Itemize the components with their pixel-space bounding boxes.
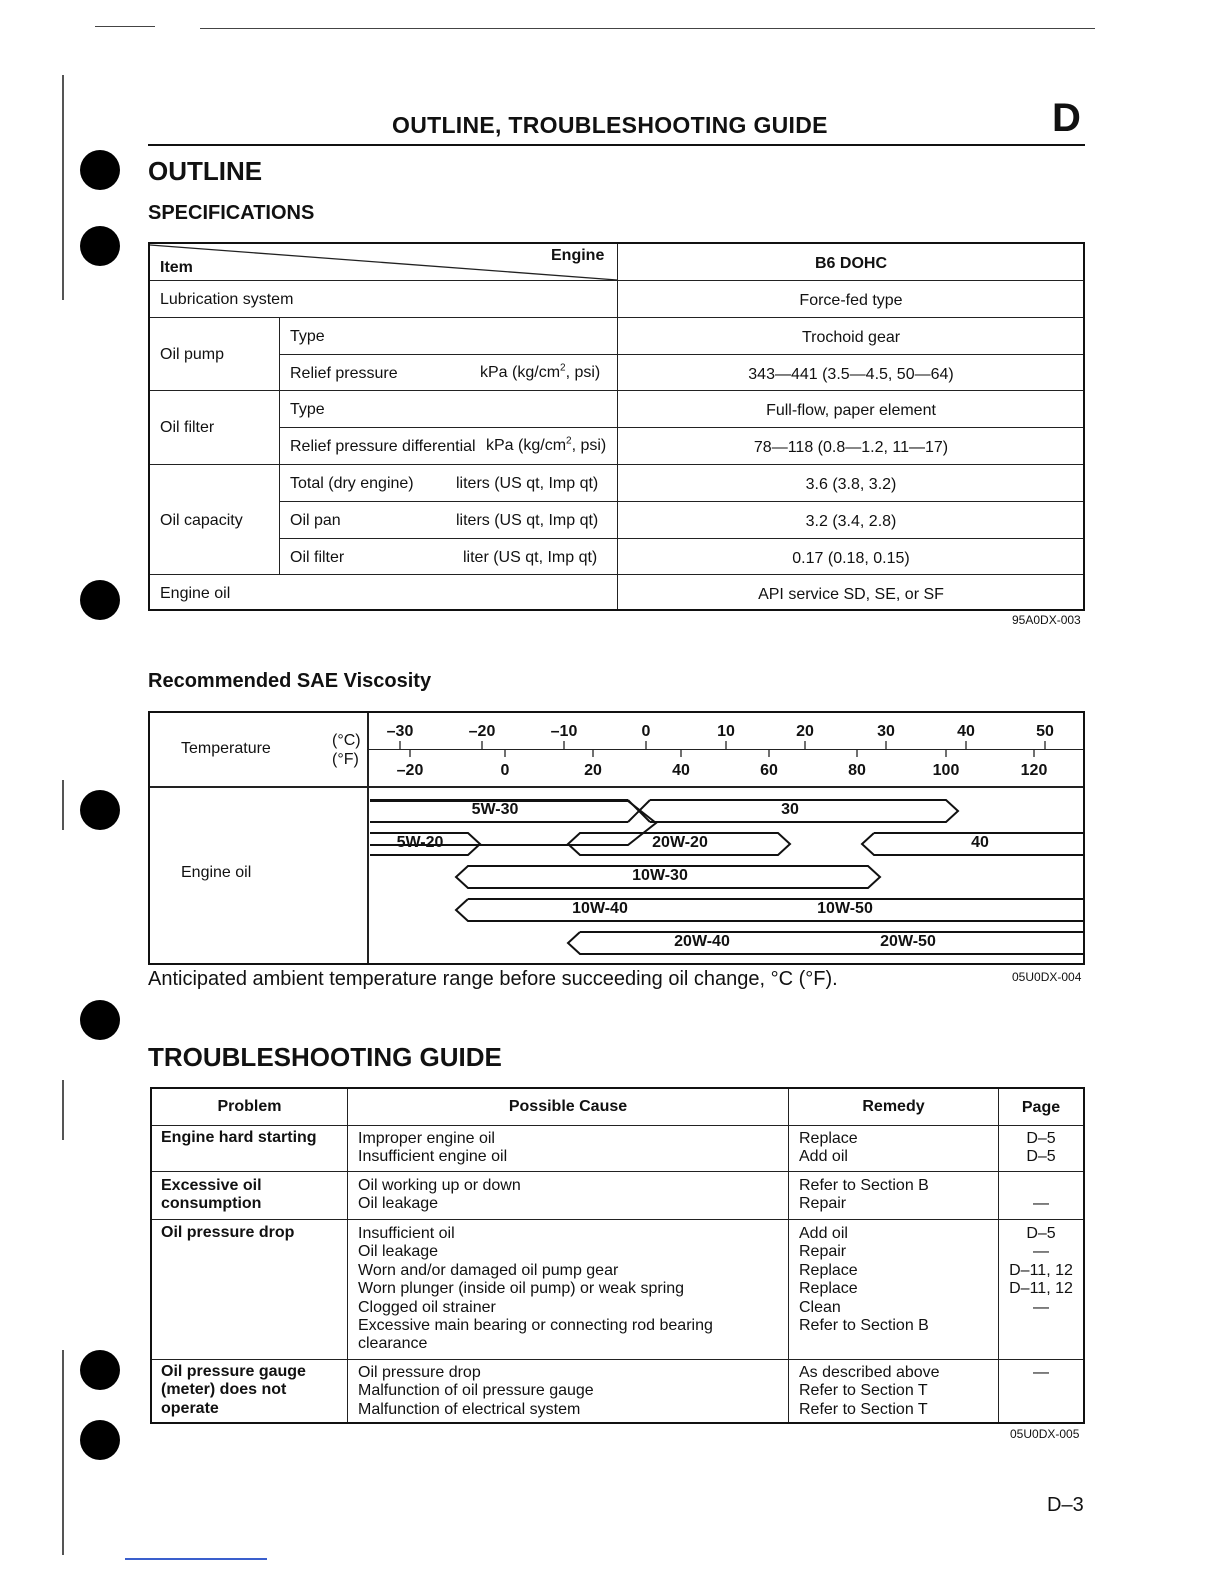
grade-10w50: 10W-50 [817,900,873,917]
engine-oil-label: Engine oil [160,585,231,602]
tick-c: 50 [1036,723,1054,740]
binding-line [62,1350,64,1555]
cause-cell: Improper engine oil Insufficient engine oil [358,1130,508,1166]
binder-hole [80,580,120,620]
total-label: Total (dry engine) [290,475,414,492]
engine-oil-chart-label: Engine oil [181,864,252,881]
grade-40: 40 [971,834,989,851]
tick-f: 0 [500,762,510,779]
pan-label: Oil pan [290,512,341,529]
remedy-cell: Refer to Section B Repair [799,1177,929,1213]
section-letter: D [1052,96,1081,140]
problem-cell: Oil pressure drop [161,1224,295,1241]
grade-20w20: 20W-20 [652,834,708,851]
remedy-cell: Replace Add oil [799,1130,858,1166]
top-rule-short [95,26,155,27]
oil-filter-type-label: Type [290,401,325,418]
binder-hole [80,1350,120,1390]
binding-line [62,780,64,830]
troubleshooting-code: 05U0DX-005 [1010,1427,1080,1441]
tick-c: –20 [468,723,496,740]
pan-unit: liters (US qt, Imp qt) [456,512,599,529]
tick-c: 30 [877,723,895,740]
tick-f: –20 [396,762,424,779]
problem-cell: Excessive oil consumption [161,1177,262,1213]
binding-line [62,1080,64,1140]
spec-table-code: 95A0DX-003 [1012,613,1081,627]
binder-hole [80,790,120,830]
oil-filter-type-value: Full-flow, paper element [766,402,936,419]
cause-cell: Oil working up or down Oil leakage [358,1177,521,1213]
page-cell: — [1033,1364,1049,1381]
header-item: Item [160,259,193,276]
tick-c: –10 [550,723,578,740]
col-problem: Problem [217,1098,282,1115]
remedy-cell: As described above Refer to Section T Refer to Section T [799,1364,940,1418]
page-cell: — [1033,1195,1049,1213]
problem-cell: Engine hard starting [161,1129,317,1146]
tick-f: 60 [760,762,778,779]
page-cell: D–5 D–5 [1026,1130,1056,1166]
total-unit: liters (US qt, Imp qt) [456,475,599,492]
specifications-heading: SPECIFICATIONS [148,202,315,224]
col-remedy: Remedy [862,1098,925,1115]
unit-celsius: (°C) [332,732,361,749]
tick-c: 20 [796,723,814,740]
viscosity-chart [148,711,1085,965]
grade-20w40: 20W-40 [674,933,730,950]
oil-pump-type-value: Trochoid gear [801,329,901,346]
viscosity-code: 05U0DX-004 [1012,970,1082,984]
binding-line [62,75,64,300]
filter-cap-value: 0.17 (0.18, 0.15) [792,550,910,567]
lubrication-value: Force-fed type [799,292,903,309]
bottom-rule [125,1558,267,1560]
grade-20w50: 20W-50 [880,933,936,950]
grade-10w30: 10W-30 [632,867,688,884]
oil-filter-relief-unit: kPa ($kg/cm^2$, psi) [486,435,607,454]
viscosity-heading: Recommended SAE Viscosity [148,670,432,692]
binder-hole [80,150,120,190]
filter-cap-unit: liter (US qt, Imp qt) [463,549,598,566]
grade-5w30: 5W-30 [471,801,519,818]
binder-hole [80,226,120,266]
tick-f: 80 [848,762,866,779]
tick-c: –30 [386,723,414,740]
unit-fahrenheit: (°F) [332,751,359,768]
troubleshooting-heading: TROUBLESHOOTING GUIDE [148,1042,502,1072]
page-header-title: OUTLINE, TROUBLESHOOTING GUIDE [392,112,828,138]
problem-cell: Oil pressure gauge (meter) does not operate [161,1363,306,1417]
lubrication-label: Lubrication system [160,291,294,308]
specifications-table [148,242,1085,611]
total-value: 3.6 (3.8, 3.2) [805,476,897,493]
grade-10w40: 10W-40 [572,900,628,917]
tick-c: 40 [957,723,975,740]
binder-hole [80,1420,120,1460]
binder-hole [80,1000,120,1040]
tick-f: 120 [1020,762,1048,779]
tick-f: 100 [932,762,960,779]
header-rule [148,144,1085,146]
oil-filter-group: Oil filter [160,419,215,436]
header-diagonal [150,244,618,281]
cause-cell: Insufficient oil Oil leakage Worn and/or damaged oil pump gear Worn plunger (inside oil pump) or weak spring Clogged oil strainer Excessive main bearing or connecting rod bearing clearance [358,1225,713,1353]
col-cause: Possible Cause [508,1098,628,1115]
tick-c: 0 [641,723,651,740]
filter-cap-label: Oil filter [290,549,345,566]
oil-pump-type-label: Type [290,328,325,345]
oil-filter-relief-value: 78—118 (0.8—1.2, 11—17) [753,439,949,456]
oil-filter-relief-label: Relief pressure differential [290,438,476,455]
pan-value: 3.2 (3.4, 2.8) [805,513,897,530]
engine-oil-value: API service SD, SE, or SF [758,586,944,603]
viscosity-note: Anticipated ambient temperature range before succeeding oil change, °C (°F). [148,968,838,990]
oil-pump-relief-unit: kPa ($kg/cm^2$, psi) [480,362,601,381]
header-engine: Engine [551,247,605,264]
tick-c: 10 [717,723,735,740]
remedy-cell: Add oil Repair Replace Replace Clean Refer to Section B [799,1225,929,1335]
oil-pump-relief-value: 343—441 (3.5—4.5, 50—64) [748,366,954,383]
tick-f: 40 [672,762,690,779]
top-rule-long [200,28,1095,29]
temperature-label: Temperature [181,740,271,757]
tick-f: 20 [584,762,602,779]
page-number: D–3 [1047,1494,1084,1516]
cause-cell: Oil pressure drop Malfunction of oil pressure gauge Malfunction of electrical system [358,1364,594,1418]
grade-30: 30 [781,801,799,818]
page-cell: D–5 — D–11, 12 D–11, 12 — [1009,1225,1073,1316]
header-value: B6 DOHC [814,255,887,272]
oil-pump-group: Oil pump [160,346,225,363]
oil-capacity-group: Oil capacity [160,512,243,529]
col-page: Page [1021,1099,1061,1116]
troubleshooting-table [150,1087,1085,1424]
outline-heading: OUTLINE [148,156,263,186]
grade-5w20: 5W-20 [396,834,444,851]
oil-pump-relief-label: Relief pressure [290,365,398,382]
